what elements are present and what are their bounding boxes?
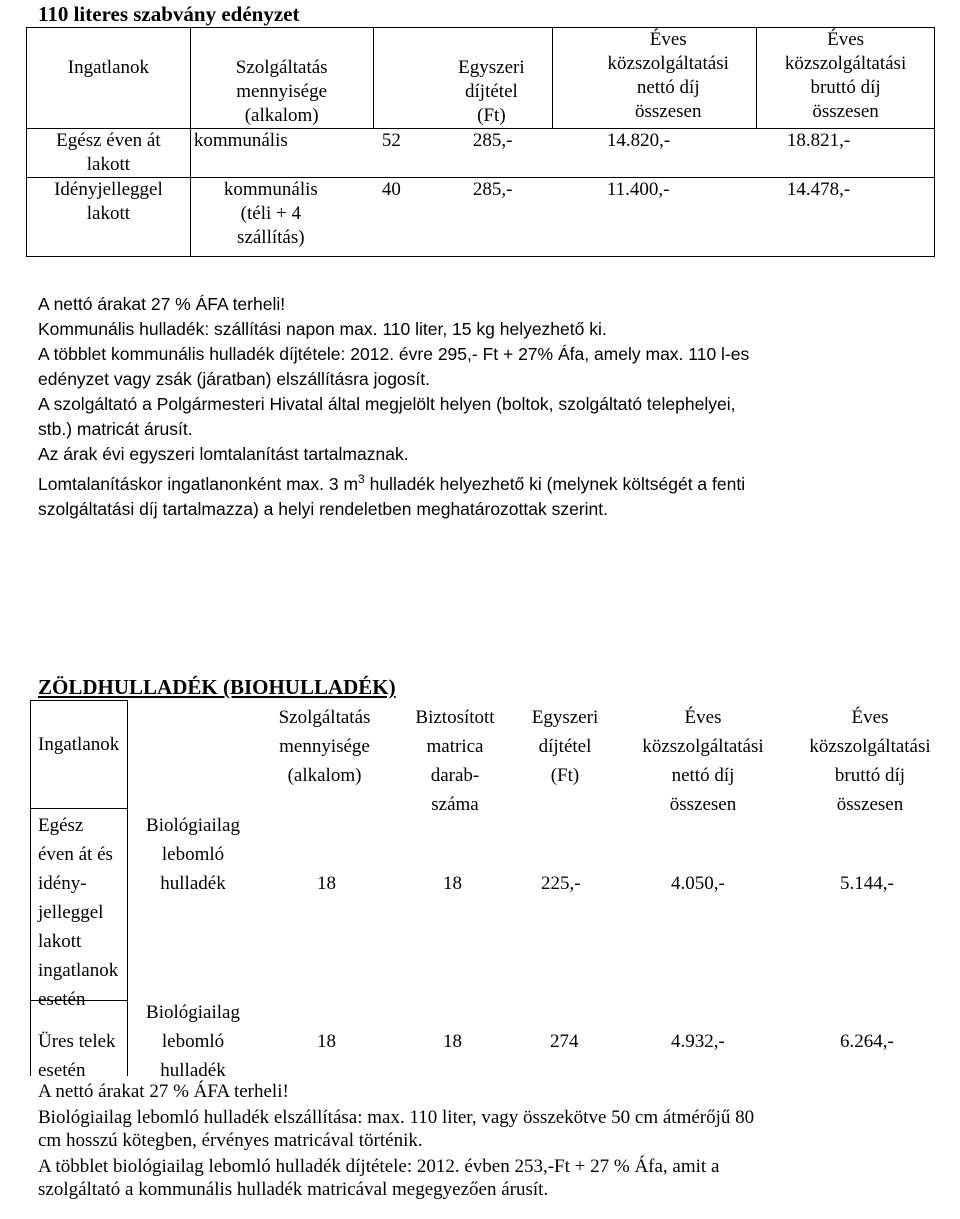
t2-header-gross: Éves közszolgáltatási bruttó díj összesen: [809, 707, 931, 815]
row1-values: kommunális 52 285,- 14.820,- 18.821,-: [190, 129, 934, 178]
section2-title: ZÖLDHULLADÉK (BIOHULLADÉK): [38, 675, 396, 699]
row2-property: Idényjelleggel lakott: [27, 178, 191, 257]
table2-left-border: [30, 700, 31, 1076]
t2-row2-property: Üres telek esetén: [38, 1031, 116, 1081]
bulky-note: Az árak évi egyszeri lomtalanítást tartalmaznak.: [38, 444, 409, 464]
header-fee: Egyszeri díjtétel (Ft): [373, 28, 553, 129]
table2-row-divider: [30, 808, 128, 809]
row2-values: kommunális (téli + 4 szállítás) 40 285,- 11.400,- 14.478,-: [190, 178, 934, 257]
t2-header-fee: Egyszeri díjtétel (Ft): [531, 707, 599, 786]
t2-row1-property: Egész éven át és idény- jelleggel lakott ingatlanok esetén: [38, 815, 119, 1010]
limit-note: Kommunális hulladék: szállítási napon max. 110 liter, 15 kg helyezhető ki.: [38, 319, 607, 339]
t2-header-property: Ingatlanok: [38, 734, 120, 755]
t2-row2-net: 4.932,-: [671, 1031, 725, 1052]
header-quantity: Szolgáltatás mennyisége (alkalom): [190, 28, 373, 129]
t2-row2-fee: 274: [550, 1031, 579, 1052]
table-header-row: [27, 28, 935, 129]
header-property: Ingatlanok: [27, 28, 191, 129]
table-row: [27, 178, 935, 257]
row1-property: Egész éven át lakott: [27, 129, 191, 178]
vat-note: A nettó árakat 27 % ÁFA terheli!: [38, 294, 286, 314]
bio-extra-fee-note: A többlet biológiailag lebomló hulladék díjtétele: 2012. évben 253,-Ft + 27 % Áfa, amit a szolgáltató a kommunális hulladék matricával megegyezően árusít.: [38, 1156, 720, 1200]
bulky-max-note: Lomtalanításkor ingatlanonként max. 3 $m^3$ hulladék helyezhető ki (melynek költségét a fenti szolgáltatási díj tartalmazza) a helyi rendeletben meghatározottak szerint.: [38, 472, 746, 519]
t2-row1-waste: Biológiailag lebomló hulladék: [146, 815, 240, 894]
t2-row2-gross: 6.264,-: [840, 1031, 894, 1052]
section2-notes: [38, 1080, 923, 1201]
t2-row2-waste: Biológiailag lebomló hulladék: [146, 1002, 240, 1081]
section1-notes: [38, 292, 923, 522]
transport-note: Biológiailag lebomló hulladék elszállítása: max. 110 liter, vagy összekötve 50 cm átmérőjű 80 cm hosszú kötegben, érvényes matricával történik.: [38, 1107, 755, 1151]
t2-header-stickers: Biztosított matrica darab- száma: [415, 707, 495, 815]
t2-row1-stickers: 18: [443, 873, 462, 894]
t2-row2-quantity: 18: [317, 1031, 336, 1052]
standard-bin-price-table: [26, 27, 935, 257]
t2-row1-gross: 5.144,-: [840, 873, 894, 894]
t2-row1-fee: 225,-: [541, 873, 581, 894]
t2-row1-net: 4.050,-: [671, 873, 725, 894]
t2-header-quantity: Szolgáltatás mennyisége (alkalom): [278, 707, 371, 786]
table-row: [27, 129, 935, 178]
section1-title: 110 literes szabvány edényzet: [38, 2, 300, 26]
table2-top-border: [30, 700, 128, 701]
header-gross: Éves közszolgáltatási bruttó díj összesen: [757, 28, 935, 129]
t2-row1-quantity: 18: [317, 873, 336, 894]
header-net: Éves közszolgáltatási nettó díj összesen: [553, 28, 757, 129]
sticker-note: A szolgáltató a Polgármesteri Hivatal által megjelölt helyen (boltok, szolgáltató telephelyei, stb.) matricát árusít.: [38, 394, 736, 439]
t2-row2-stickers: 18: [443, 1031, 462, 1052]
t2-vat-note: A nettó árakat 27 % ÁFA terheli!: [38, 1081, 289, 1102]
t2-header-net: Éves közszolgáltatási nettó díj összesen: [642, 707, 764, 815]
extra-fee-note: A többlet kommunális hulladék díjtétele: 2012. évre 295,- Ft + 27% Áfa, amely max. 110 l-es edényzet vagy zsák (járatban) elszállításra jogosít.: [38, 344, 750, 389]
